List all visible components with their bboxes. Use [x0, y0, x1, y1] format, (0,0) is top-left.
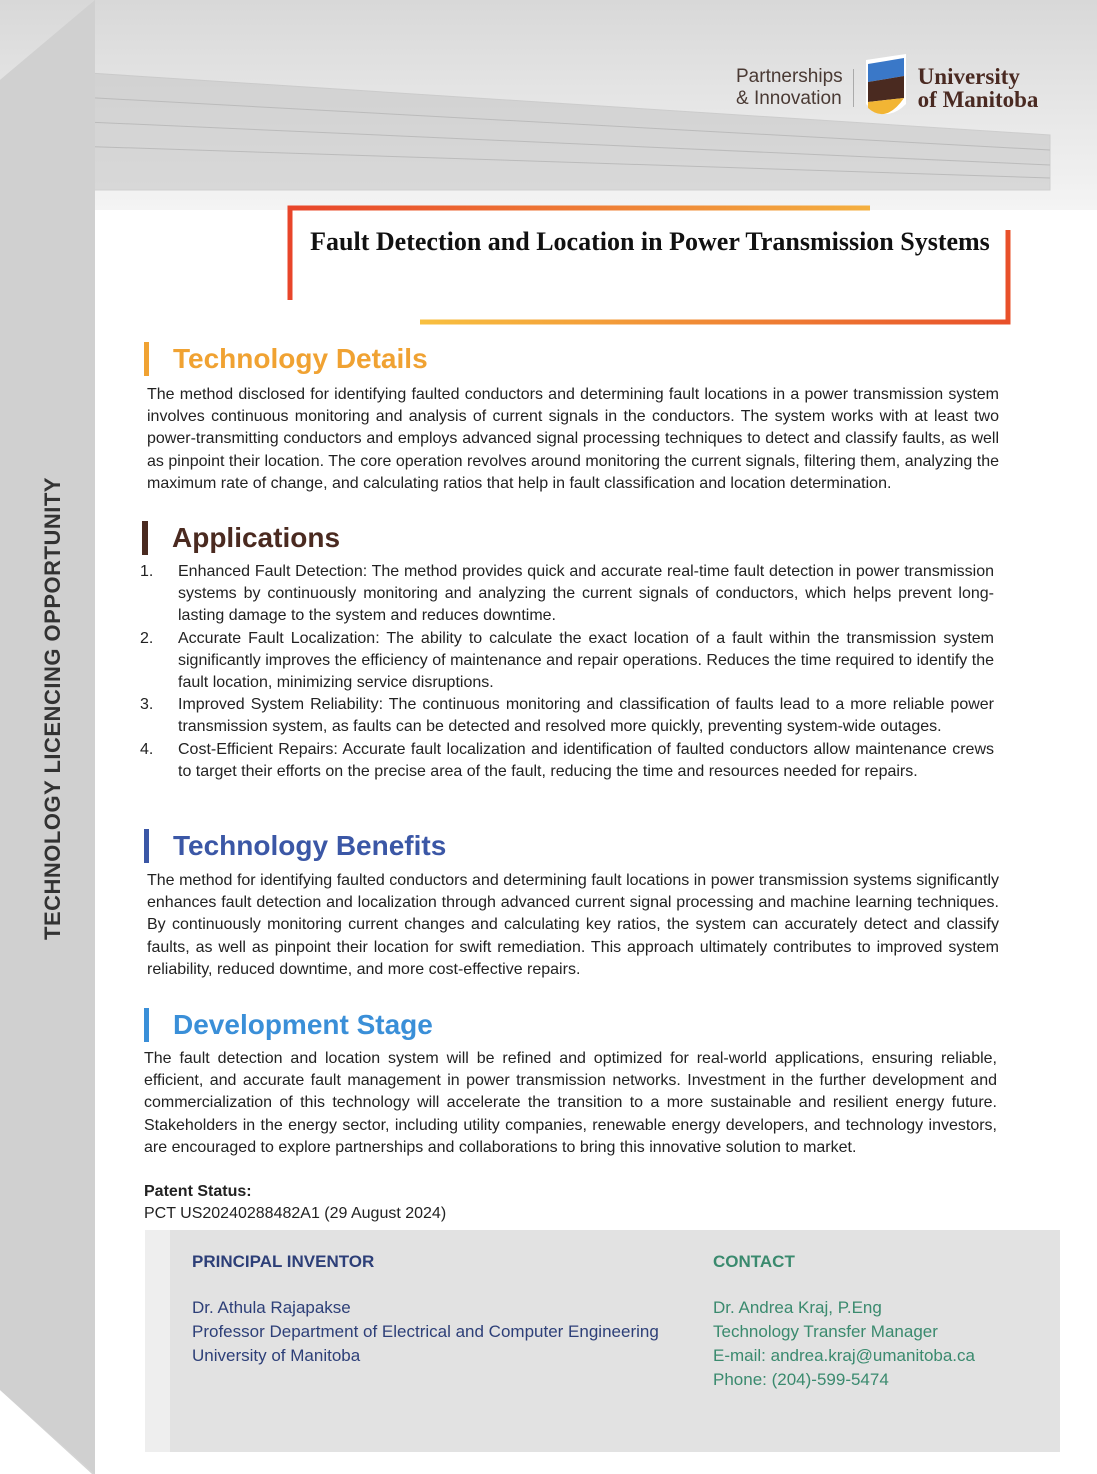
contact-column [713, 1250, 975, 1392]
list-number: 1. [140, 563, 154, 580]
heading-applications [142, 521, 340, 555]
inventor-heading: PRINCIPAL INVENTOR [192, 1252, 375, 1271]
technology-details-text: The method disclosed for identifying faulted conductors and determining fault locations in a power transmission system involves continuous monitoring and analysis of current signals in the conductors. The system works with at least two power-transmitting conductors and employs advanced signal processing techniques to detect and classify faults, as well as pinpoint their location. The core operation revolves around monitoring the current signals, filtering them, analyzing the maximum rate of change, and calculating ratios that help in fault classification and location determination. [147, 386, 999, 492]
heading-text: Applications [172, 522, 341, 553]
heading-development-stage [144, 1008, 433, 1042]
contact-email[interactable]: E-mail: andrea.kraj@umanitoba.ca [713, 1346, 975, 1365]
heading-text: Technology Benefits [173, 830, 447, 861]
sidebar-label: TECHNOLOGY LICENCING OPPORTUNITY [40, 477, 65, 940]
university-logo [736, 52, 1038, 124]
heading-bar [142, 521, 148, 555]
heading-bar [144, 1008, 149, 1042]
heading-technology-details [144, 342, 428, 376]
inventor-column [192, 1250, 659, 1368]
list-number: 3. [140, 696, 154, 714]
logo-divider [853, 69, 854, 107]
list-text: Cost-Efficient Repairs: Accurate fault localization and identification of faulted conductors allow maintenance crews to target their efforts on the precise area of the fault, reducing the time and resources needed for repairs. [178, 740, 994, 780]
list-item [140, 561, 994, 628]
list-text: Enhanced Fault Detection: The method provides quick and accurate real-time fault detection in power transmission systems by continuously monitoring and analyzing the current signals of conductors, which helps prevent long-lasting damage to the system and reduces downtime. [178, 563, 994, 625]
inventor-title: Professor Department of Electrical and Computer Engineering [192, 1322, 659, 1341]
heading-bar [144, 829, 149, 863]
list-item [140, 694, 994, 738]
list-number: 4. [140, 740, 154, 758]
logo-university: University [917, 64, 1020, 89]
inventor-institution: University of Manitoba [192, 1346, 361, 1365]
list-number: 2. [140, 629, 154, 647]
list-item [140, 739, 994, 783]
contact-heading: CONTACT [713, 1252, 795, 1271]
contact-box [145, 1230, 1060, 1452]
heading-text: Technology Details [173, 343, 428, 374]
inventor-name: Dr. Athula Rajapakse [192, 1298, 351, 1317]
applications-list [140, 561, 994, 783]
page-title: Fault Detection and Location in Power Transmission Systems [310, 227, 990, 256]
logo-partnerships: Partnerships [736, 66, 843, 87]
contact-phone[interactable]: Phone: (204)-599-5474 [713, 1370, 889, 1389]
heading-technology-benefits [144, 829, 446, 863]
development-stage-text: The fault detection and location system will be refined and optimized for real-world applications, ensuring reliable, efficient, and accurate fault management in power transmission networks. Investment in the further development and commercialization of this technology will accelerate the transition to a more sustainable and resilient energy future. Stakeholders in the energy sector, including utility companies, renewable energy developers, and technology investors, are encouraged to explore partnerships and collaborations to bring this innovative solution to market. [144, 1050, 997, 1156]
contact-title: Technology Transfer Manager [713, 1322, 938, 1341]
list-text: Improved System Reliability: The continuous monitoring and classification of faults lead to a more reliable power transmission system, as faults can be detected and resolved more quickly, preventing system-wide outages. [178, 696, 994, 736]
logo-innovation: & Innovation [736, 88, 842, 109]
patent-status-value: PCT US20240288482A1 (29 August 2024) [144, 1205, 447, 1222]
contact-name: Dr. Andrea Kraj, P.Eng [713, 1298, 882, 1317]
patent-status-label: Patent Status: [144, 1183, 252, 1200]
list-text: Accurate Fault Localization: The ability to calculate the exact location of a fault within the transmission system significantly improves the efficiency of maintenance and repair operations. Reduces the time required to identify the fault location, minimizing service disruptions. [178, 629, 994, 692]
logo-manitoba: of Manitoba [917, 87, 1039, 112]
heading-text: Development Stage [173, 1009, 433, 1040]
technology-benefits-text: The method for identifying faulted conductors and determining fault locations in power transmission systems significantly enhances fault detection and localization through advanced current signal processing and machine learning techniques. By continuously monitoring current changes and calculating key ratios, the system can accurately detect and classify faults, as well as pinpoint their location for swift remediation. This approach ultimately contributes to improved system reliability, reduced downtime, and more cost-effective repairs. [147, 872, 999, 978]
list-item [140, 628, 994, 695]
heading-bar [144, 342, 149, 376]
crest-icon [864, 52, 908, 124]
